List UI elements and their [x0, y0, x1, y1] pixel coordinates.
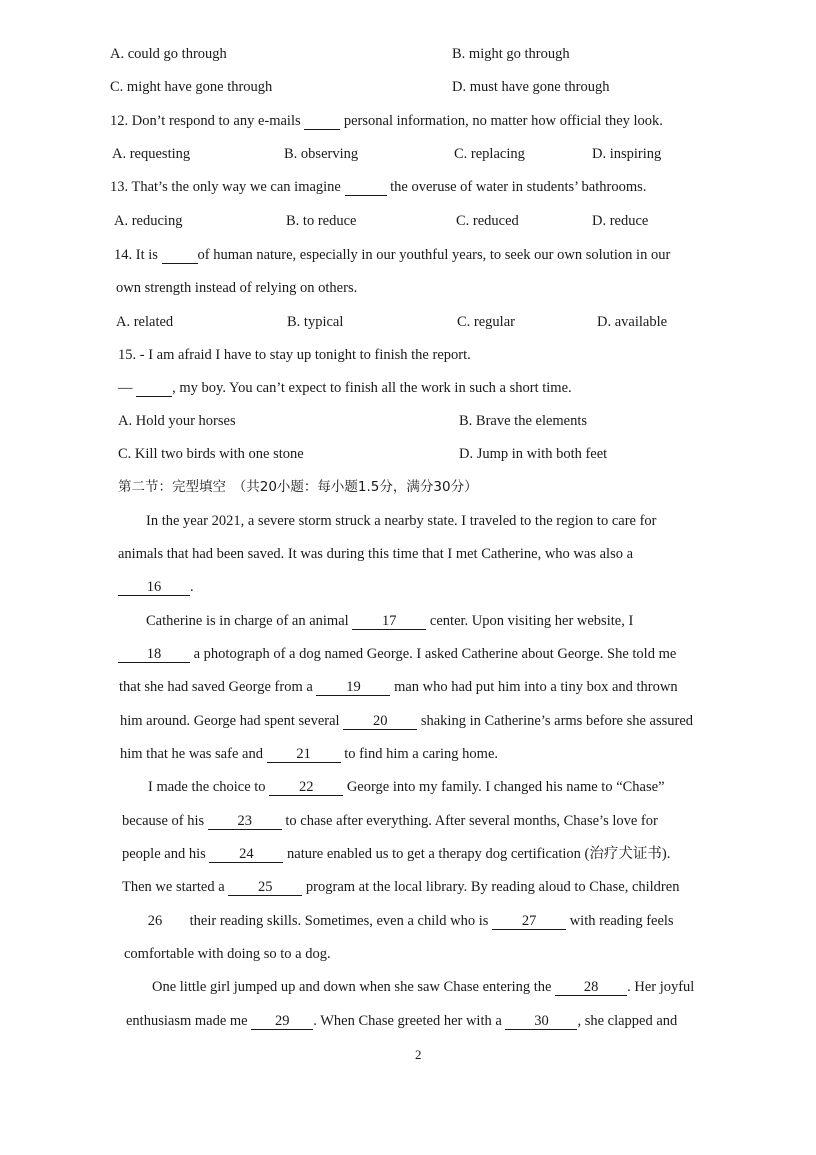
passage-p1-line3	[118, 578, 194, 596]
passage-p3-line1	[148, 778, 665, 796]
blank-16: 16	[118, 579, 190, 596]
passage-p2-line2-post: a photograph of a dog named George. I asked Catherine about George. She told me	[193, 646, 677, 662]
q13-option-b: B. to reduce	[286, 213, 357, 229]
q12-option-b: B. observing	[284, 146, 359, 162]
passage-p3-line4-pre: Then we started a	[122, 879, 225, 895]
q13-blank	[345, 179, 387, 196]
question-13	[110, 178, 646, 196]
passage-p2-line1-pre: Catherine is in charge of an animal	[146, 613, 349, 629]
passage-p3-line3	[122, 845, 670, 863]
blank-30: 30	[505, 1013, 577, 1030]
passage-p2-line1	[146, 612, 633, 630]
q12-option-d: D. inspiring	[592, 146, 662, 162]
question-14	[114, 246, 670, 264]
passage-p2-line4-post: shaking in Catherine’s arms before she assured	[420, 713, 694, 729]
q12-option-c: C. replacing	[454, 146, 525, 162]
q15-option-a: A. Hold your horses	[118, 413, 236, 429]
passage-p3-line2-post: to chase after everything. After several months, Chase’s love for	[285, 813, 658, 829]
q14-option-b: B. typical	[287, 314, 344, 330]
passage-p4-line2-mid: . When Chase greeted her with a	[313, 1013, 502, 1029]
question-12	[110, 112, 663, 130]
passage-p3-line3-post: nature enabled us to get a therapy dog certification (治疗犬证书).	[287, 846, 671, 862]
q15-dash: —	[118, 380, 133, 396]
q11-option-c: C. might have gone through	[110, 79, 273, 95]
passage-p1-line2: animals that had been saved. It was during this time that I met Catherine, who was also a	[118, 546, 634, 562]
passage-p2-line2	[118, 645, 676, 663]
blank-23: 23	[208, 813, 282, 830]
passage-p4-line1	[152, 978, 694, 996]
q13-stem-post: the overuse of water in students’ bathrooms.	[390, 179, 647, 195]
q13-option-a: A. reducing	[114, 213, 183, 229]
blank-26: 26	[147, 913, 163, 929]
q14-stem-line2: own strength instead of relying on others.	[116, 280, 358, 296]
blank-29: 29	[251, 1013, 313, 1030]
blank-22: 22	[269, 779, 343, 796]
q14-stem-post: of human nature, especially in our youthful years, to seek our own solution in our	[197, 247, 671, 263]
passage-p4-line1-pre: One little girl jumped up and down when she saw Chase entering the	[152, 979, 552, 995]
q12-option-a: A. requesting	[112, 146, 191, 162]
passage-p3-line3-pre: people and his	[122, 846, 206, 862]
passage-p2-line5	[120, 745, 498, 763]
q11-option-a: A. could go through	[110, 46, 227, 62]
blank-20: 20	[343, 713, 417, 730]
q14-option-d: D. available	[597, 314, 668, 330]
passage-p3-line2-pre: because of his	[122, 813, 205, 829]
passage-p3-line1-post: George into my family. I changed his name to “Chase”	[346, 779, 665, 795]
blank-28: 28	[555, 979, 627, 996]
q15-line2-post: , my boy. You can’t expect to finish all the work in such a short time.	[172, 380, 572, 396]
passage-p1-line3-post: .	[190, 579, 194, 595]
passage-p3-line5-mid: their reading skills. Sometimes, even a child who is	[189, 913, 489, 929]
page-number: 2	[415, 1047, 422, 1062]
passage-p3-line4	[122, 878, 679, 896]
passage-p2-line5-pre: him that he was safe and	[120, 746, 263, 762]
q14-option-c: C. regular	[457, 314, 515, 330]
q14-option-a: A. related	[116, 314, 174, 330]
q12-stem-pre: 12. Don’t respond to any e-mails	[110, 113, 301, 129]
passage-p3-line4-post: program at the local library. By reading aloud to Chase, children	[305, 879, 680, 895]
passage-p2-line1-post: center. Upon visiting her website, I	[429, 613, 634, 629]
question-15-line1: 15. - I am afraid I have to stay up tonight to finish the report.	[118, 347, 471, 363]
passage-p2-line3	[119, 678, 678, 696]
q15-option-c: C. Kill two birds with one stone	[118, 446, 304, 462]
passage-p2-line4-pre: him around. George had spent several	[120, 713, 340, 729]
blank-19: 19	[316, 679, 390, 696]
q13-option-d: D. reduce	[592, 213, 649, 229]
blank-21: 21	[267, 746, 341, 763]
passage-p3-line1-pre: I made the choice to	[148, 779, 266, 795]
passage-p4-line1-post: . Her joyful	[627, 979, 695, 995]
passage-p3-line2	[122, 812, 658, 830]
q12-blank	[304, 113, 340, 130]
passage-p2-line3-post: man who had put him into a tiny box and thrown	[394, 679, 678, 695]
blank-25: 25	[228, 879, 302, 896]
passage-p2-line4	[120, 712, 693, 730]
q14-stem-pre: 14. It is	[114, 247, 158, 263]
q11-option-b: B. might go through	[452, 46, 570, 62]
passage-p3-line5	[124, 912, 674, 930]
blank-17: 17	[352, 613, 426, 630]
q11-option-d: D. must have gone through	[452, 79, 610, 95]
q12-stem-post: personal information, no matter how official they look.	[343, 113, 663, 129]
passage-p3-line6: comfortable with doing so to a dog.	[124, 946, 331, 962]
passage-p4-line2-pre: enthusiasm made me	[126, 1013, 248, 1029]
q15-blank	[136, 380, 172, 397]
passage-p2-line3-pre: that she had saved George from a	[119, 679, 313, 695]
blank-27: 27	[492, 913, 566, 930]
q15-option-d: D. Jump in with both feet	[459, 446, 608, 462]
q13-option-c: C. reduced	[456, 213, 519, 229]
section-title: 第二节：完型填空 （共20小题：每小题1.5分，满分30分）	[118, 479, 478, 495]
passage-p2-line5-post: to find him a caring home.	[344, 746, 499, 762]
passage-p3-line5-post: with reading feels	[569, 913, 674, 929]
q14-blank	[162, 247, 198, 264]
passage-p4-line2-post: , she clapped and	[577, 1013, 678, 1029]
passage-p4-line2	[126, 1012, 677, 1030]
blank-18: 18	[118, 646, 190, 663]
q13-stem-pre: 13. That’s the only way we can imagine	[110, 179, 341, 195]
question-15-line2	[118, 379, 572, 397]
blank-24: 24	[209, 846, 283, 863]
passage-p1-line1: In the year 2021, a severe storm struck a nearby state. I traveled to the region to care for	[146, 513, 657, 529]
q15-option-b: B. Brave the elements	[459, 413, 588, 429]
